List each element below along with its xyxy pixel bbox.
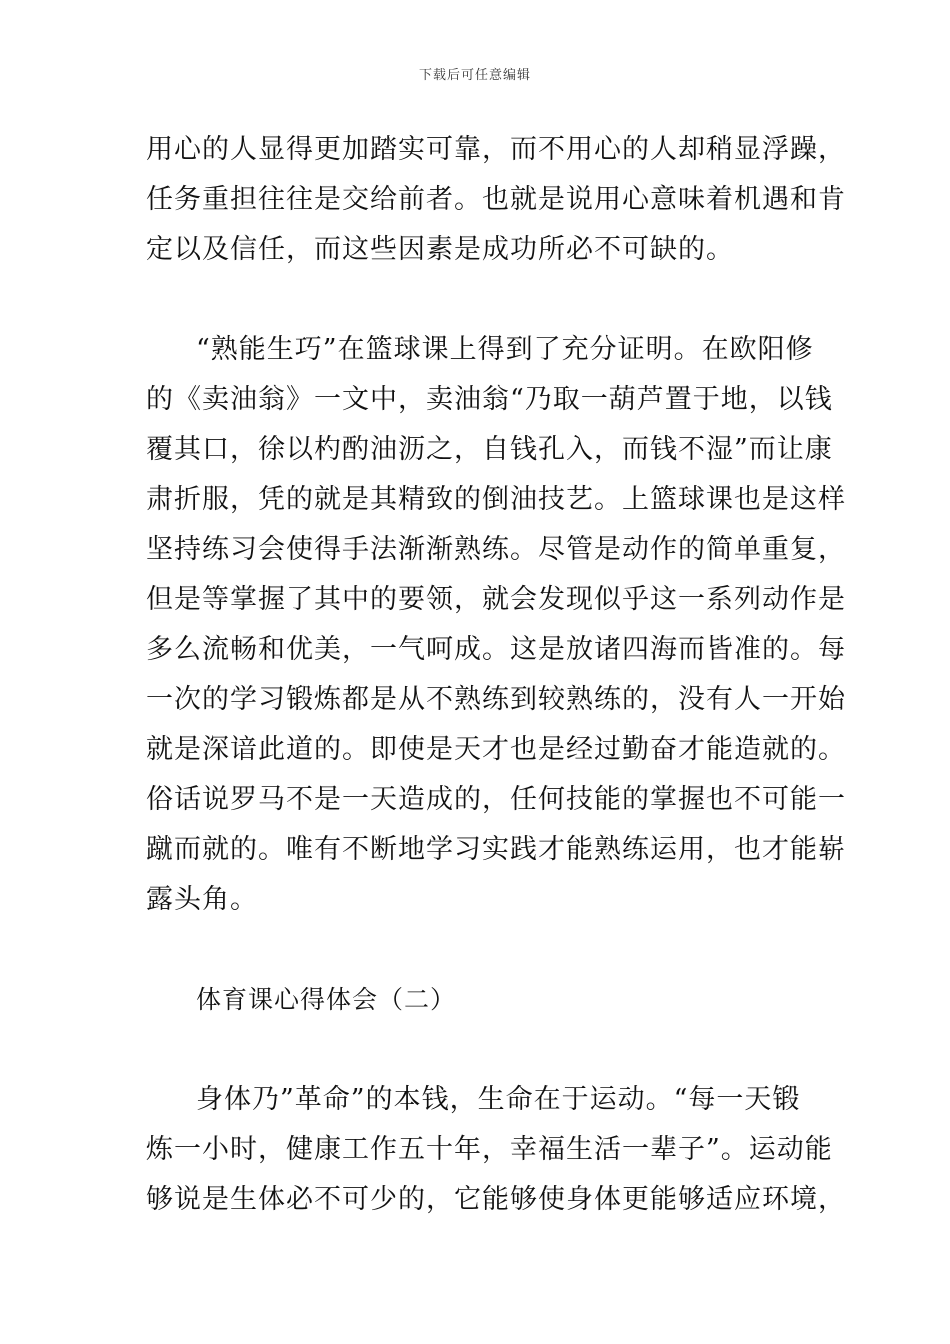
text-line: 蹴而就的。唯有不断地学习实践才能熟练运用，也才能崭 <box>146 834 846 865</box>
page-header-note: 下载后可任意编辑 <box>418 68 531 83</box>
text-line: 就是深谙此道的。即使是天才也是经过勤奋才能造就的。 <box>146 734 846 765</box>
text-line: 坚持练习会使得手法渐渐熟练。尽管是动作的简单重复， <box>146 534 846 565</box>
text-line: 但是等掌握了其中的要领，就会发现似乎这一系列动作是 <box>146 584 846 615</box>
text-line: 一次的学习锻炼都是从不熟练到较熟练的，没有人一开始 <box>146 684 846 715</box>
text-line: 俗话说罗马不是一天造成的，任何技能的掌握也不可能一 <box>146 784 846 815</box>
text-line: 任务重担往往是交给前者。也就是说用心意味着机遇和肯 <box>146 184 846 215</box>
text-line: 炼一小时，健康工作五十年，幸福生活一辈子”。运动能 <box>146 1134 833 1165</box>
text-line: 露头角。 <box>146 884 258 915</box>
text-line: 定以及信任，而这些因素是成功所必不可缺的。 <box>146 234 734 265</box>
text-line: 多么流畅和优美，一气呵成。这是放诸四海而皆准的。每 <box>146 634 846 665</box>
text-line: 身体乃”革命”的本钱，生命在于运动。“每一天锻 <box>196 1084 801 1115</box>
text-line: 用心的人显得更加踏实可靠，而不用心的人却稍显浮躁， <box>146 134 846 165</box>
section-heading: 体育课心得体会（二） <box>196 985 457 1014</box>
text-line: 的《卖油翁》一文中，卖油翁“乃取一葫芦置于地，以钱 <box>146 384 833 415</box>
text-line: 肃折服，凭的就是其精致的倒油技艺。上篮球课也是这样 <box>146 484 846 515</box>
text-line: 够说是生体必不可少的，它能够使身体更能够适应环境， <box>146 1184 846 1215</box>
text-line: “熟能生巧”在篮球课上得到了充分证明。在欧阳修 <box>196 334 814 365</box>
text-line: 覆其口，徐以杓酌油沥之，自钱孔入，而钱不湿”而让康 <box>146 434 833 465</box>
